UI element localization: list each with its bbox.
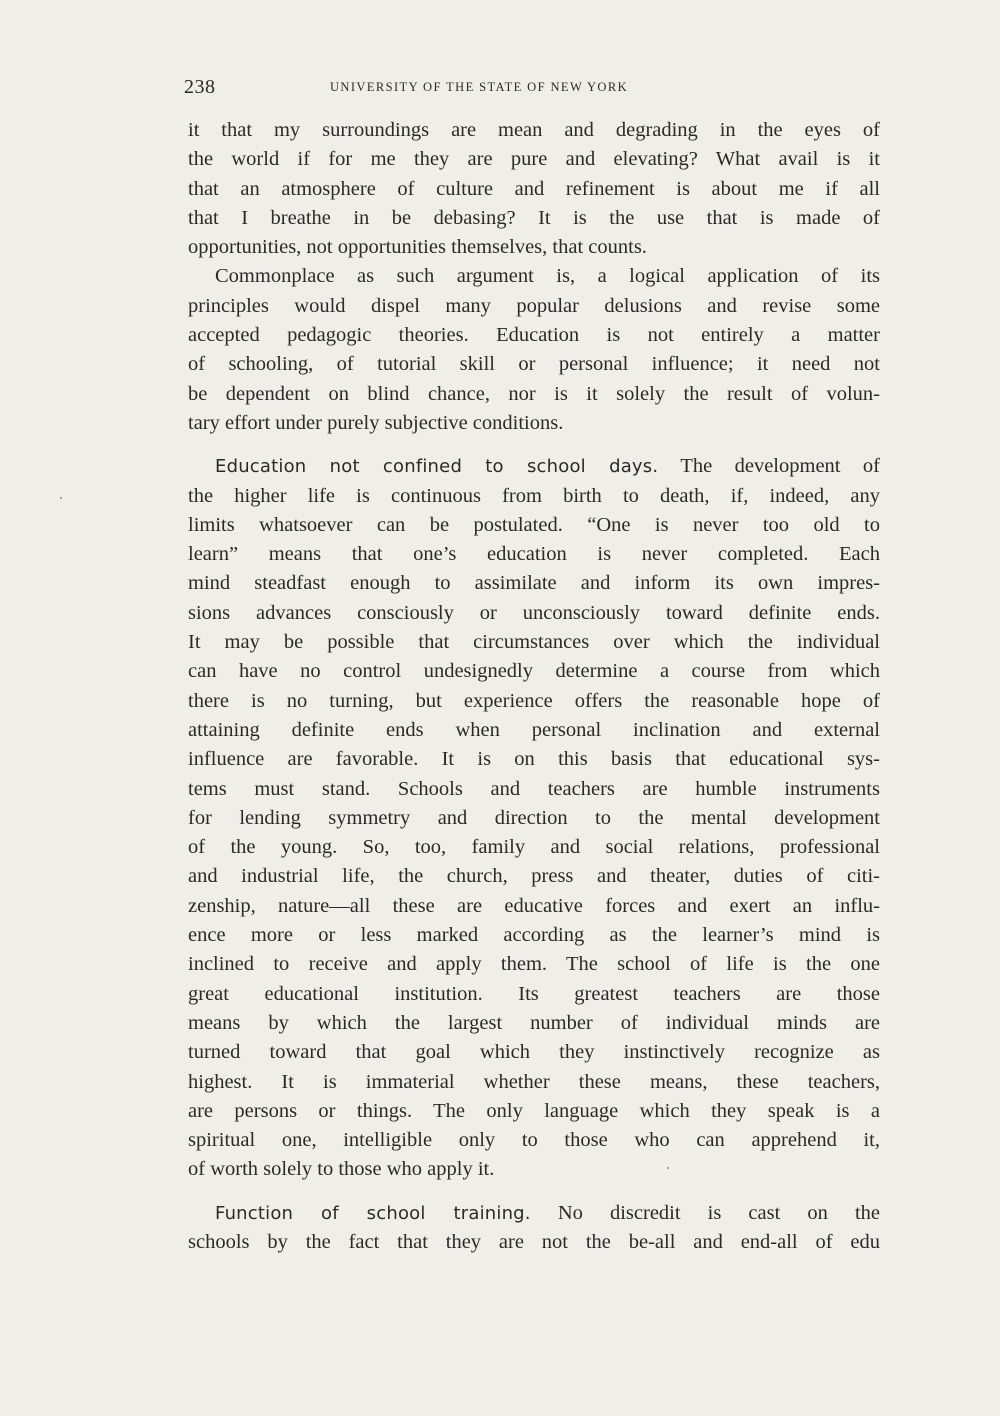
paragraph-gap — [188, 1185, 880, 1199]
text-line: Commonplace as such argument is, a logical application of its — [215, 265, 880, 288]
page-number: 238 — [184, 76, 216, 98]
text-line — [188, 452, 880, 481]
paper-speck — [60, 497, 62, 499]
text-line: the higher life is continuous from birth to death, if, indeed, any — [188, 484, 880, 507]
text-line: tary effort under purely subjective conditions. — [188, 411, 564, 434]
running-head: UNIVERSITY OF THE STATE OF NEW YORK — [330, 80, 628, 94]
text-line: can have no control undesignedly determine a course from which — [188, 660, 880, 683]
text-line: of schooling, of tutorial skill or personal influence; it need not — [188, 353, 880, 376]
paragraph-1 — [188, 116, 880, 262]
text-line: influence are favorable. It is on this basis that educational sys- — [188, 748, 880, 771]
paragraph-4 — [188, 1199, 880, 1258]
text-line: It may be possible that circumstances over which the individual — [188, 631, 880, 654]
text-line: accepted pedagogic theories. Education is not entirely a matter — [188, 324, 880, 347]
text-line: of the young. So, too, family and social relations, professional — [188, 836, 880, 859]
text-line: principles would dispel many popular delusions and revise some — [188, 294, 880, 317]
text-span: No discredit is cast on the — [557, 1201, 881, 1224]
text-line: highest. It is immaterial whether these means, these teachers, — [188, 1070, 880, 1093]
text-line — [188, 1199, 880, 1228]
text-line: tems must stand. Schools and teachers are humble instruments — [188, 777, 880, 800]
text-line: that an atmosphere of culture and refinement is about me if all — [188, 177, 880, 200]
text-line: ence more or less marked according as the learner’s mind is — [188, 924, 880, 947]
text-line: means by which the largest number of individual minds are — [188, 1011, 880, 1034]
text-line: and industrial life, the church, press and theater, duties of citi- — [188, 865, 880, 888]
text-line: sions advances consciously or unconsciously toward definite ends. — [188, 601, 880, 624]
text-line: turned toward that goal which they instinctively recognize as — [188, 1041, 880, 1064]
text-line: the world if for me they are pure and elevating? What avail is it — [188, 148, 880, 171]
text-line: great educational institution. Its greatest teachers are those — [188, 982, 880, 1005]
text-line: inclined to receive and apply them. The school of life is the one — [188, 953, 880, 976]
text-span: The development of — [680, 455, 880, 478]
text-line: there is no turning, but experience offers the reasonable hope of — [188, 689, 880, 712]
text-line: it that my surroundings are mean and degrading in the eyes of — [188, 119, 880, 141]
paragraph-gap — [188, 438, 880, 452]
text-line: spiritual one, intelligible only to those who can apprehend it, — [188, 1129, 880, 1152]
text-line: attaining definite ends when personal inclination and external — [188, 718, 880, 741]
paragraph-2 — [188, 262, 880, 438]
text-line: limits whatsoever can be postulated. “One is never too old to — [188, 513, 880, 536]
text-line: are persons or things. The only language which they speak is a — [188, 1099, 880, 1122]
text-line: opportunities, not opportunities themselves, that counts. — [188, 236, 647, 259]
text-line: learn” means that one’s education is never completed. Each — [188, 543, 880, 566]
text-line: schools by the fact that they are not the be-all and end-all of edu — [188, 1230, 880, 1253]
text-line: of worth solely to those who apply it. — [188, 1158, 495, 1181]
text-line: mind steadfast enough to assimilate and inform its own impres- — [188, 572, 880, 595]
text-line: that I breathe in be debasing? It is the use that is made of — [188, 206, 880, 229]
text-line: be dependent on blind chance, nor is it solely the result of volun- — [188, 382, 880, 405]
section-sidehead: Function of school training. — [215, 1202, 531, 1224]
page-header — [184, 76, 744, 100]
paragraph-3 — [188, 452, 880, 1184]
text-line: zenship, nature—all these are educative forces and exert an influ- — [188, 894, 880, 917]
body-text — [188, 116, 880, 1257]
paper-speck — [667, 1167, 669, 1169]
section-sidehead: Education not confined to school days. — [215, 456, 659, 478]
text-line: for lending symmetry and direction to the mental development — [188, 806, 880, 829]
